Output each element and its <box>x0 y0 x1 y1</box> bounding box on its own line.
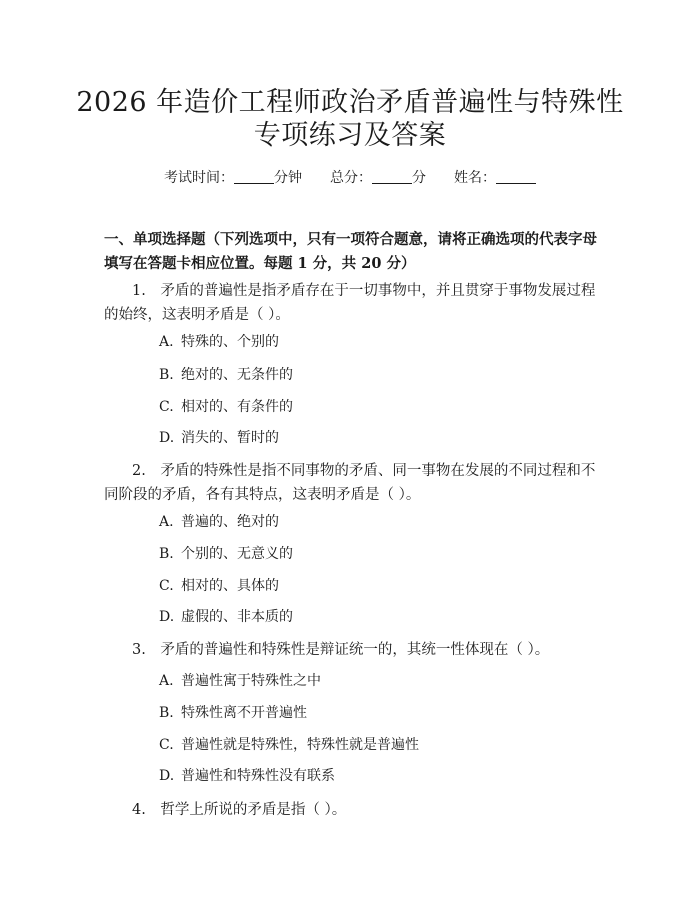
question-2-option-c <box>159 576 279 596</box>
exam-info-line <box>0 168 700 188</box>
option-text: 特殊的、个别的 <box>181 334 279 350</box>
option-text: 绝对的、无条件的 <box>181 367 293 383</box>
question-1-option-b <box>159 365 293 385</box>
question-2-option-a <box>159 512 279 532</box>
question-3-option-b <box>159 703 307 723</box>
option-letter: A. <box>159 673 174 689</box>
question-2-option-b <box>159 544 293 564</box>
question-1-stem: 1. 矛盾的普遍性是指矛盾存在于一切事物中，并且贯穿于事物发展过程的始终，这表明矛盾是（ ）。 <box>104 283 596 323</box>
student-name-blank <box>496 169 536 184</box>
question-3-option-d <box>159 766 335 786</box>
option-letter: D. <box>159 609 175 625</box>
question-1-option-d <box>159 428 279 448</box>
option-letter: C. <box>159 399 174 415</box>
question-3-stem: 3. 矛盾的普遍性和特殊性是辩证统一的，其统一性体现在（ ）。 <box>132 642 550 658</box>
option-letter: B. <box>159 546 174 562</box>
option-text: 相对的、有条件的 <box>181 399 293 415</box>
option-text: 普遍性寓于特殊性之中 <box>181 673 321 689</box>
section-heading: 一、单项选择题（下列选项中，只有一项符合题意，请将正确选项的代表字母填写在答题卡相应位置。每题 1 分，共 20 分） <box>104 231 597 272</box>
option-letter: C. <box>159 578 174 594</box>
option-text: 普遍性和特殊性没有联系 <box>181 768 335 784</box>
question-3-option-c <box>159 735 419 755</box>
total-score-blank <box>372 169 412 184</box>
option-letter: A. <box>159 334 174 350</box>
option-text: 相对的、具体的 <box>181 578 279 594</box>
question-1-option-c <box>159 397 293 417</box>
option-letter: C. <box>159 737 174 753</box>
option-text: 普遍的、绝对的 <box>181 514 279 530</box>
option-text: 特殊性离不开普遍性 <box>181 705 307 721</box>
document-title-line-2: 专项练习及答案 <box>253 120 447 151</box>
option-letter: A. <box>159 514 174 530</box>
total-score-label: 总分： <box>330 170 372 186</box>
question-2-stem: 2. 矛盾的特殊性是指不同事物的矛盾、同一事物在发展的不同过程和不同阶段的矛盾，各有其特点，这表明矛盾是（ ）。 <box>104 463 596 503</box>
question-4-stem: 4. 哲学上所说的矛盾是指（ ）。 <box>132 802 347 818</box>
student-name-label: 姓名： <box>454 170 496 186</box>
document-title-line-1: 2026 年造价工程师政治矛盾普遍性与特殊性 <box>76 87 624 118</box>
exam-time-blank <box>234 169 274 184</box>
question-2-option-d <box>159 607 293 627</box>
option-letter: B. <box>159 705 174 721</box>
exam-time-unit: 分钟 <box>274 170 302 186</box>
option-letter: D. <box>159 430 175 446</box>
exam-time-label: 考试时间： <box>164 170 234 186</box>
option-text: 消失的、暂时的 <box>181 430 279 446</box>
question-1-option-a <box>159 332 279 352</box>
question-3-option-a <box>159 671 321 691</box>
option-text: 个别的、无意义的 <box>181 546 293 562</box>
total-score-unit: 分 <box>412 170 426 186</box>
option-text: 普遍性就是特殊性，特殊性就是普遍性 <box>181 737 419 753</box>
option-text: 虚假的、非本质的 <box>181 609 293 625</box>
option-letter: B. <box>159 367 174 383</box>
option-letter: D. <box>159 768 175 784</box>
